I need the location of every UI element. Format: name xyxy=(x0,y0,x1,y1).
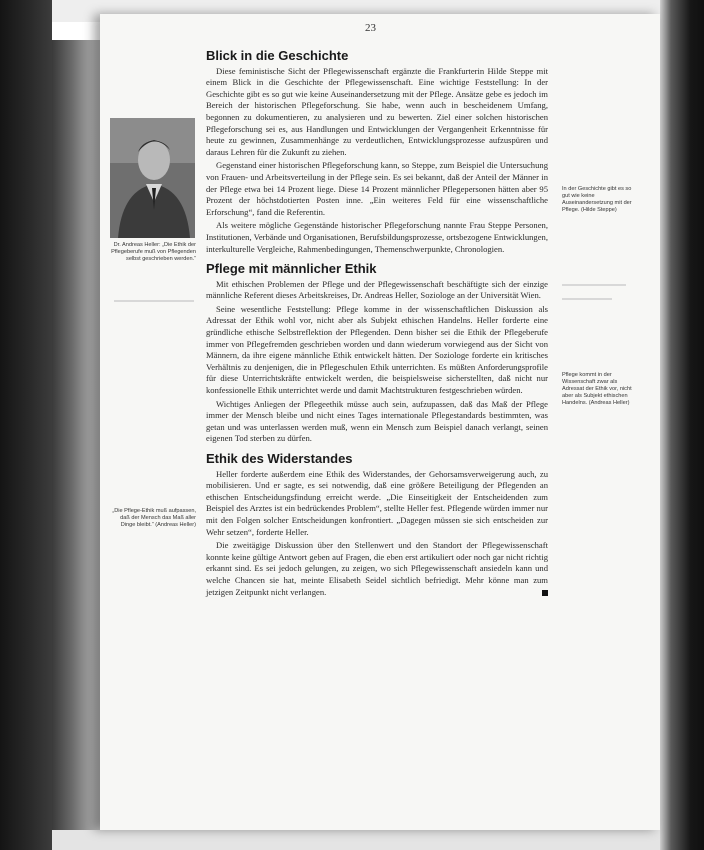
page-number: 23 xyxy=(365,22,376,34)
photo-caption: Dr. Andreas Heller: „Die Ethik der Pflegeberufe muß von Pflegenden selbst geschrieben werden.“ xyxy=(111,242,196,262)
section-heading-geschichte: Blick in die Geschichte xyxy=(206,48,349,63)
section-heading-widerstand: Ethik des Widerstandes xyxy=(206,451,353,466)
paragraph: Als weitere mögliche Gegenstände historischer Pflegeforschung nannte Frau Steppe Personen, Institutionen, Verbände und Organisationen, Berufsbildungsprozesse, ortsbezogene Entwicklungen, interkulturelle Vergleiche, Rahmenbedingungen, Themenschwerpunkte, Chronologien. xyxy=(206,220,548,254)
paragraph: Gegenstand einer historischen Pflegeforschung kann, so Steppe, zum Beispiel die Untersuchung von Frauen- und Arbeitsverteilung in der Pflege sein. Es sei bekannt, daß der Anteil der Männer in der Pflege etwa bei 14 Prozent liege. Diese 14 Prozent männlicher Pflegepersonen hätten aber 95 Prozent der höchstdotierten Posten inne. „Ein weiteres Feld für eine wissenschaftliche Erforschung“, fand die Referentin. xyxy=(206,160,548,217)
end-of-article-mark xyxy=(542,590,548,596)
paragraph xyxy=(206,540,548,598)
faint-rule xyxy=(114,300,194,302)
paragraph: Wichtiges Anliegen der Pflegeethik müsse auch sein, aufzupassen, daß das Maß der Pflege immer der Mensch bleibe und nicht eines Tages internationale Pflegestandards bestimmten, was getan und was unterlassen werden muß, wenn ein Mensch zum Beispiel danach verlangt, seinen eigenen Tod sterben zu dürfen. xyxy=(206,398,548,444)
portrait-photo xyxy=(110,118,195,238)
margin-note-right-2: Pflege kommt in der Wissenschaft zwar als Adressat der Ethik vor, nicht aber als Subjekt ethischen Handelns. (Andreas Heller) xyxy=(562,372,632,406)
paragraph: Diese feministische Sicht der Pflegewissenschaft ergänzte die Frankfurterin Hilde Steppe mit einem Blick in die Geschichte der Pflegewissenschaft. Eine wichtige Feststellung: In der Geschichte gibt es so gut wie keine Auseinandersetzung mit der Pflege. Ansätze gebe es jedoch im Bereich der historischen Pflegeforschung. Sie habe, wenn auch in bescheidenem Umfang, begonnen zu dokumentieren, zu analysieren und zu bewerten. Ziel einer solchen historischen Pflegeforschung sei es, aus Handlungen und Entwicklungen der Vergangenheit Erkenntnisse für heute zu gewinnen, Zusammenhänge zu verdeutlichen, Entwicklungsprozesse aufzuspüren und daraus Lehren für die Zukunft zu ziehen. xyxy=(206,65,548,157)
article-column xyxy=(206,50,548,600)
paragraph-text: Die zweitägige Diskussion über den Stellenwert und den Standort der Pflegewissenschaft konnte keine gültige Antwort geben auf Fragen, die eben erst artikuliert oder noch gar nicht richtig erkannt sind. Es sei jedoch gelungen, zu zeigen, wo sich Pflegewissenschaft ansiedeln kann und welche Chancen sie hat, meinte Elisabeth Seidel sichtlich befriedigt. Mehr könne man zum jetzigen Zeitpunkt nicht verlangen. xyxy=(206,540,548,597)
paragraph: Seine wesentliche Feststellung: Pflege komme in der wissenschaftlichen Diskussion als Adressat der Ethik wohl vor, nicht aber als Subjekt ethischen Handelns. Heller forderte eine gründliche ethische Selbstreflektion der Pflegenden. Denn bisher sei die Ethik der Pflegeberufe immer von Pflegefremden geschrieben worden und dann wiederum vorwiegend aus der Sicht von Männern, da ihre eigene männliche Ethik entwickelt hätten. Der Soziologe forderte ein kritisches Verhältnis zu denjenigen, die in Pflegeschulen Ethik unterrichten. Es müßten Anforderungsprofile für diese Unterrichtskräfte entwickelt werden, die beispielsweise sicherstellten, daß nicht nur konfessionelle Ethik unterrichtet werde und damit Machtstrukturen festgeschrieben würden. xyxy=(206,303,548,396)
paragraph: Heller forderte außerdem eine Ethik des Widerstandes, der Gehorsamsverweigerung auch, zu mobilisieren. Und er sagte, es sei notwendig, daß eine größere Beteiligung der Pflegenden an ethischen Entscheidungsfindung erreicht werde. „Die Einseitigkeit der Entscheidenden zum Beispiel des Arztes ist ein bedrückendes Problem“, stellte Heller fest. Pflegende würden immer nur mit den Folgen solcher Entscheidungen konfrontiert. „Dagegen müssen sie sich entscheiden zur Wehr setzen“, forderte Heller. xyxy=(206,468,548,537)
faint-rule xyxy=(562,284,626,286)
faint-rule xyxy=(562,298,612,300)
margin-note-right-1: In der Geschichte gibt es so gut wie keine Auseinandersetzung mit der Pflege. (Hilde Steppe) xyxy=(562,186,632,213)
book-page xyxy=(100,14,660,830)
section-heading-ethik: Pflege mit männlicher Ethik xyxy=(206,261,377,277)
portrait-image xyxy=(110,118,195,238)
scan-dark-edge-right xyxy=(660,0,704,850)
paragraph: Mit ethischen Problemen der Pflege und der Pflegewissenschaft beschäftigte sich der einzige männliche Referent dieses Arbeitskreises, Dr. Andreas Heller, Soziologe an der Universität Wien. xyxy=(206,278,548,301)
scan-dark-edge-left xyxy=(0,0,52,850)
margin-quote-left: „Die Pflege-Ethik muß aufpassen, daß der Mensch das Maß aller Dinge bleibt.“ (Andreas Heller) xyxy=(112,508,196,528)
